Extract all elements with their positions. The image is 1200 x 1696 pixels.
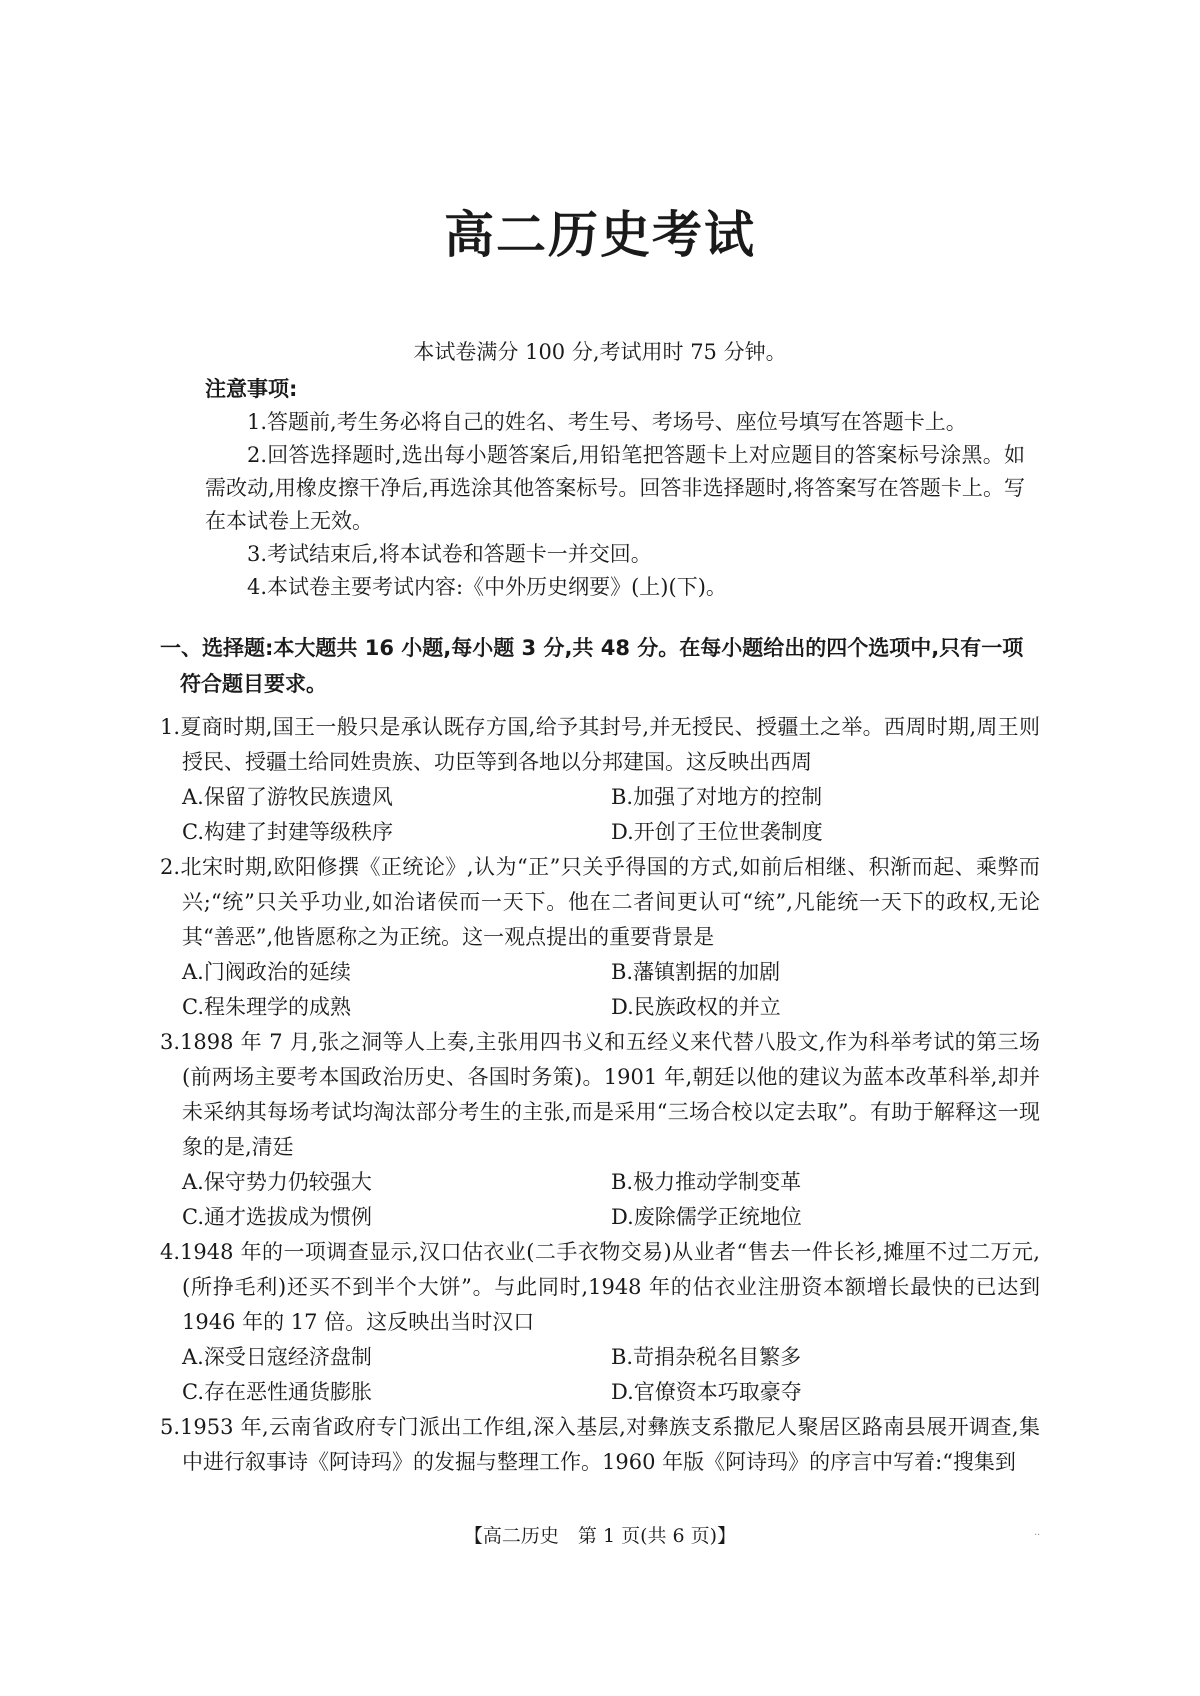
option-d: D.官僚资本巧取豪夺 (611, 1380, 802, 1404)
option-a: A.深受日寇经济盘制 (182, 1345, 372, 1369)
option-c: C.通才选拔成为惯例 (182, 1205, 372, 1229)
scan-mark-icon: ·· (1034, 1530, 1041, 1541)
option-c: C.程朱理学的成熟 (182, 995, 351, 1019)
notice-item: 2.回答选择题时,选出每小题答案后,用铅笔把答题卡上对应题目的答案标号涂黑。如需改动,用橡皮擦干净后,再选涂其他答案标号。回答非选择题时,将答案写在答题卡上。写在本试卷上无效。 (205, 443, 1025, 533)
question-stem: 2.北宋时期,欧阳修撰《正统论》,认为“正”只关乎得国的方式,如前后相继、积渐而起、乘弊而兴;“统”只关乎功业,如治诸侯而一天下。他在二者间更认可“统”,凡能统一天下的政权,无论其“善恶”,他皆愿称之为正统。这一观点提出的重要背景是 (160, 855, 1040, 949)
option-a: A.门阀政治的延续 (182, 960, 351, 984)
option-d: D.开创了王位世袭制度 (611, 820, 823, 844)
option-d: D.民族政权的并立 (611, 995, 781, 1019)
page-title: 高二历史考试 (444, 206, 756, 264)
question-stem: 1.夏商时期,国王一般只是承认既存方国,给予其封号,并无授民、授疆土之举。西周时期,周王则授民、授疆土给同姓贵族、功臣等到各地以分邦建国。这反映出西周 (160, 715, 1040, 774)
option-c: C.构建了封建等级秩序 (182, 820, 393, 844)
question-3 (160, 1025, 1040, 1235)
option-grid (160, 1165, 1040, 1235)
notice-item: 4.本试卷主要考试内容:《中外历史纲要》(上)(下)。 (247, 575, 727, 599)
question-stem: 5.1953 年,云南省政府专门派出工作组,深入基层,对彝族支系撒尼人聚居区路南县展开调查,集中进行叙事诗《阿诗玛》的发掘与整理工作。1960 年版《阿诗玛》的序言中写着:“搜集到 (160, 1415, 1040, 1474)
option-b: B.藩镇割据的加剧 (611, 960, 781, 984)
notice-item: 1.答题前,考生务必将自己的姓名、考生号、考场号、座位号填写在答题卡上。 (247, 410, 967, 434)
option-b: B.加强了对地方的控制 (611, 785, 823, 809)
option-b: B.极力推动学制变革 (611, 1170, 802, 1194)
question-5 (160, 1410, 1040, 1480)
notice-heading: 注意事项: (205, 377, 298, 401)
exam-info: 本试卷满分 100 分,考试用时 75 分钟。 (413, 340, 787, 364)
option-grid (160, 1340, 1040, 1410)
notice-item: 3.考试结束后,将本试卷和答题卡一并交回。 (247, 542, 652, 566)
option-a: A.保守势力仍较强大 (182, 1170, 372, 1194)
section-heading: 一、选择题:本大题共 16 小题,每小题 3 分,共 48 分。在每小题给出的四个选项中,只有一项符合题目要求。 (160, 636, 1024, 696)
option-grid (160, 955, 1040, 1025)
page-footer: 【高二历史 第 1 页(共 6 页)】 (463, 1525, 737, 1547)
question-stem: 3.1898 年 7 月,张之洞等人上奏,主张用四书义和五经义来代替八股文,作为科举考试的第三场(前两场主要考本国政治历史、各国时务策)。1901 年,朝廷以他的建议为蓝本改革科举,却并未采纳其每场考试均淘汰部分考生的主张,而是采用“三场合校以定去取”。有助于解释这一现象的是,清廷 (160, 1030, 1040, 1159)
option-c: C.存在恶性通货膨胀 (182, 1380, 372, 1404)
question-2 (160, 850, 1040, 1025)
question-1 (160, 710, 1040, 850)
notice-block (205, 372, 1025, 604)
option-d: D.废除儒学正统地位 (611, 1205, 802, 1229)
question-4 (160, 1235, 1040, 1410)
question-stem: 4.1948 年的一项调查显示,汉口估衣业(二手衣物交易)从业者“售去一件长衫,摊厘不过二万元,(所挣毛利)还买不到半个大饼”。与此同时,1948 年的估衣业注册资本额增长最快的已达到 1946 年的 17 倍。这反映出当时汉口 (160, 1240, 1040, 1334)
option-grid (160, 780, 1040, 850)
question-list (160, 710, 1040, 1480)
option-b: B.苛捐杂税名目繁多 (611, 1345, 802, 1369)
option-a: A.保留了游牧民族遗风 (182, 785, 393, 809)
